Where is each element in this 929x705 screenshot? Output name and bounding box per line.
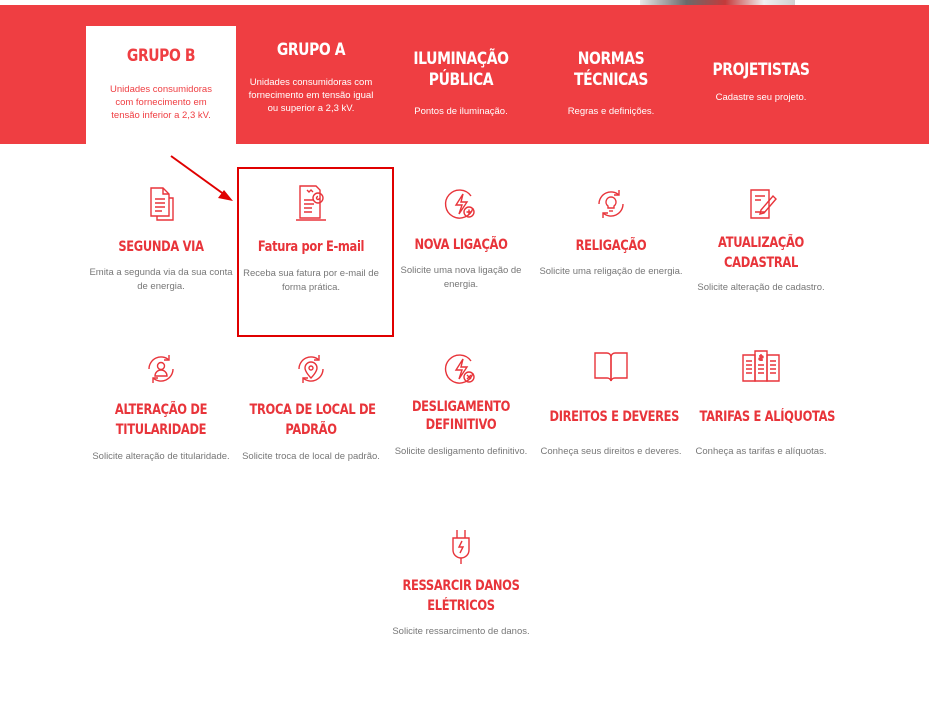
service-desligamento-definitivo[interactable] (386, 349, 536, 459)
service-title-line1: RESSARCIR DANOS (402, 578, 520, 594)
service-title-line1: DESLIGAMENTO (411, 399, 511, 415)
service-description: Emita a segunda via da sua conta de energia. (89, 267, 233, 292)
service-title-line2: PADRÃO (285, 422, 337, 438)
service-description: Conheça seus direitos e deveres. (540, 446, 682, 457)
tab-grupo-a[interactable] (236, 26, 386, 144)
service-description: Solicite alteração de cadastro. (697, 282, 825, 293)
service-title-line1: ATUALIZAÇÃO (718, 235, 804, 251)
service-description: Solicite desligamento definitivo. (394, 446, 528, 457)
tab-description: Regras e definições. (567, 106, 655, 117)
tab-grupo-b[interactable] (86, 26, 236, 144)
service-nova-ligacao[interactable] (386, 184, 536, 291)
service-description: Conheça as tarifas e alíquotas. (695, 446, 827, 457)
tariff-icon (739, 347, 783, 387)
tab-title: PROJETISTAS (712, 60, 810, 80)
plug-icon (441, 526, 481, 566)
service-title-line2: ELÉTRICOS (427, 598, 495, 614)
tab-normas-tecnicas[interactable] (536, 26, 686, 144)
tab-title: GRUPO A (276, 40, 346, 60)
service-description: Solicite ressarcimento de danos. (392, 626, 530, 637)
service-title: RELIGAÇÃO (575, 238, 647, 254)
arrow-icon (165, 152, 237, 206)
service-direitos-deveres[interactable] (536, 347, 686, 459)
service-troca-local-padrao[interactable] (236, 349, 386, 464)
tab-description: Pontos de iluminação. (414, 106, 508, 117)
service-description: Solicite uma religação de energia. (539, 266, 683, 277)
service-title: DIREITOS E DEVERES (549, 409, 680, 425)
lightning-x-icon (441, 349, 481, 389)
service-title-line2: CADASTRAL (724, 255, 798, 271)
lightning-plus-icon (441, 184, 481, 224)
highlight-box (237, 167, 394, 337)
service-title-line2: TITULARIDADE (115, 422, 207, 438)
service-title-line1: TROCA DE LOCAL DE (249, 402, 376, 418)
service-description: Solicite uma nova ligação de energia. (400, 265, 522, 290)
tab-title-line1: ILUMINAÇÃO (413, 49, 509, 69)
service-atualizacao-cadastral[interactable] (686, 184, 836, 295)
lightbulb-refresh-icon (591, 184, 631, 224)
service-title: TARIFAS E ALÍQUOTAS (699, 409, 836, 425)
service-title: NOVA LIGAÇÃO (414, 237, 508, 253)
tab-title-line2: PÚBLICA (428, 70, 494, 90)
service-title-line1: ALTERAÇÃO DE (114, 402, 208, 418)
user-refresh-icon (141, 349, 181, 389)
tab-description: Unidades consumidoras com fornecimento em tensão inferior a 2,3 kV. (110, 84, 212, 121)
tab-title-line1: NORMAS (577, 49, 645, 69)
service-description: Receba sua fatura por e-mail de forma prática. (243, 268, 379, 293)
service-tarifas-aliquotas[interactable] (686, 347, 836, 459)
service-ressarcir-danos[interactable] (386, 526, 536, 639)
tab-title-line2: TÉCNICAS (574, 70, 648, 90)
tab-iluminacao-publica[interactable] (386, 26, 536, 144)
service-title-line2: DEFINITIVO (425, 417, 497, 433)
book-icon (591, 347, 631, 387)
service-description: Solicite troca de local de padrão. (242, 451, 380, 462)
service-description: Solicite alteração de titularidade. (92, 451, 230, 462)
location-refresh-icon (291, 349, 331, 389)
tab-description: Cadastre seu projeto. (715, 92, 807, 103)
tab-projetistas[interactable] (686, 26, 836, 144)
form-edit-icon (741, 184, 781, 224)
tab-description: Unidades consumidoras com fornecimento em tensão igual ou superior a 2,3 kV. (248, 77, 374, 114)
service-title: Fatura por E-mail (257, 239, 365, 255)
service-title: SEGUNDA VIA (118, 239, 204, 255)
service-religacao[interactable] (536, 184, 686, 279)
service-alteracao-titularidade[interactable] (86, 349, 236, 464)
tab-title: GRUPO B (126, 46, 196, 66)
